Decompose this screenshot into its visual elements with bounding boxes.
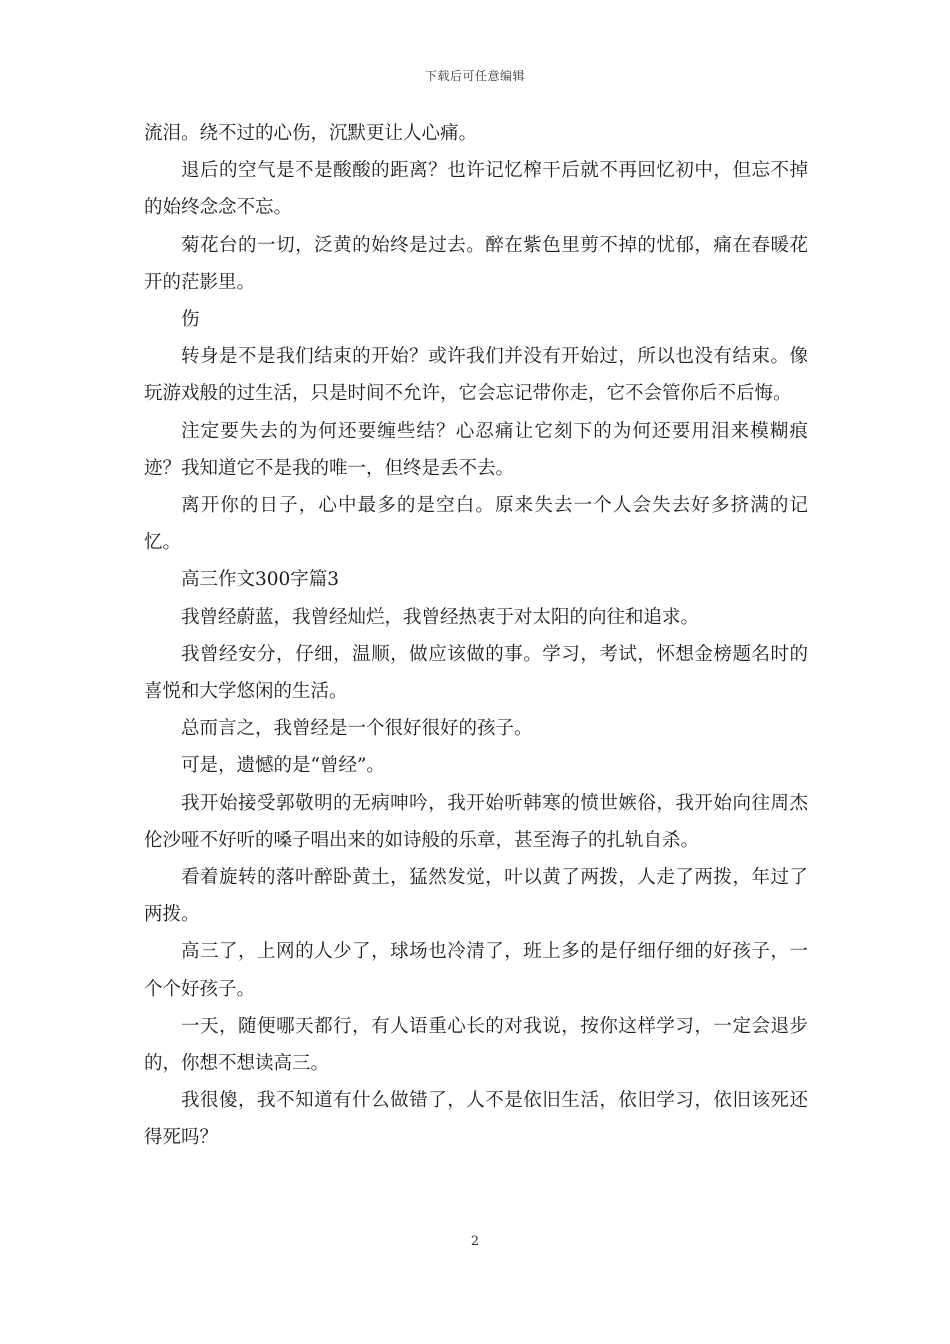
paragraph: 我曾经安分，仔细，温顺，做应该做的事。学习，考试，怀想金榜题名时的喜悦和大学悠闲的生活。	[144, 643, 808, 703]
paragraph: 注定要失去的为何还要缠些结？心忍痛让它刻下的为何还要用泪来模糊痕迹？我知道它不是我的唯一，但终是丢不去。	[144, 420, 808, 479]
paragraph: 我很傻，我不知道有什么做错了，人不是依旧生活，依旧学习，依旧该死还得死吗？	[144, 1090, 808, 1149]
paragraph: 退后的空气是不是酸酸的距离？也许记忆榨干后就不再回忆初中，但忘不掉的始终念念不忘。	[144, 160, 808, 219]
paragraph: 离开你的日子，心中最多的是空白。原来失去一个人会失去好多挤满的记忆。	[144, 495, 808, 554]
paragraph: 高三作文300字篇3	[181, 569, 340, 591]
paragraph: 菊花台的一切，泛黄的始终是过去。醉在紫色里剪不掉的忧郁，痛在春暖花开的茫影里。	[144, 234, 808, 293]
paragraph: 伤	[181, 309, 200, 331]
paragraph: 转身是不是我们结束的开始？或许我们并没有开始过，所以也没有结束。像玩游戏般的过生活，只是时间不允许，它会忘记带你走，它不会管你后不后悔。	[144, 346, 808, 405]
document-body	[144, 115, 808, 1157]
paragraph: 可是，遗憾的是“曾经”。	[181, 755, 385, 777]
paragraph: 高三了，上网的人少了，球场也冷清了，班上多的是仔细仔细的好孩子，一个个好孩子。	[144, 941, 808, 1000]
paragraph: 总而言之，我曾经是一个很好很好的孩子。	[181, 718, 533, 740]
page-number: 2	[470, 1234, 480, 1249]
paragraph: 看着旋转的落叶醉卧黄土，猛然发觉，叶以黄了两拨，人走了两拨，年过了两拨。	[144, 867, 808, 926]
paragraph: 我开始接受郭敬明的无病呻吟，我开始听韩寒的愤世嫉俗，我开始向往周杰伦沙哑不好听的嗓子唱出来的如诗般的乐章，甚至海子的扎轨自杀。	[144, 792, 808, 851]
paragraph: 我曾经蔚蓝，我曾经灿烂，我曾经热衷于对太阳的向往和追求。	[181, 606, 700, 628]
paragraph: 一天，随便哪天都行，有人语重心长的对我说，按你这样学习，一定会退步的，你想不想读高三。	[144, 1015, 808, 1075]
page-header: 下载后可任意编辑	[424, 69, 525, 83]
paragraph: 流泪。绕不过的心伤，沉默更让人心痛。	[144, 123, 478, 144]
